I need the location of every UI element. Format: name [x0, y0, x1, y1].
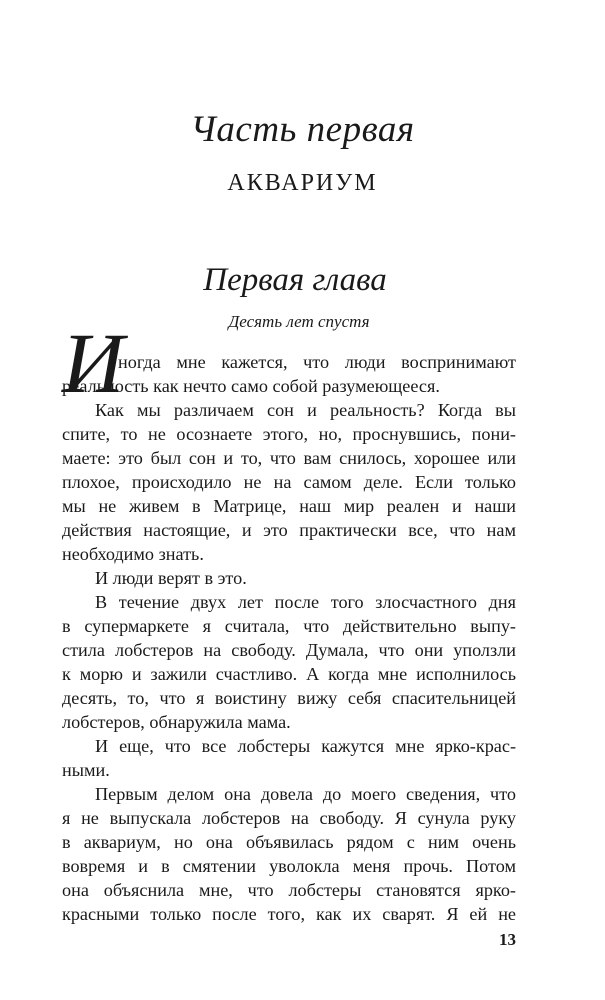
part-subtitle: АКВАРИУМ — [227, 170, 378, 196]
text-line: необходимо знать. — [62, 544, 204, 564]
drop-cap: И — [62, 315, 125, 411]
text-line: в аквариум, но она объявилась рядом с ним очень — [62, 832, 516, 852]
page-number: 13 — [499, 930, 516, 949]
text-line: в супермаркете я считала, что действительно выпу- — [62, 616, 516, 636]
text-line: спите, то не осознаете этого, но, проснувшись, пони- — [62, 424, 516, 444]
text-line: мы не живем в Матрице, наш мир реален и наши — [62, 496, 516, 516]
part-title: Часть первая — [190, 109, 415, 150]
chapter-title: Первая глава — [203, 262, 387, 298]
text-line: к морю и зажили счастливо. А когда мне исполнилось — [62, 664, 516, 684]
text-line: десять, то, что я воистину вижу себя спасительницей — [62, 688, 516, 708]
text-line: действия настоящие, и это практически все, что нам — [62, 520, 516, 540]
text-line: ными. — [62, 760, 110, 780]
text-line: реальность как нечто само собой разумеющееся. — [62, 376, 440, 396]
text-line: маете: это был сон и то, что вам снилось, хорошее или — [62, 448, 516, 468]
chapter-subtitle: Десять лет спустя — [228, 312, 370, 331]
text-line: И люди верят в это. — [95, 568, 247, 588]
text-line: лобстеров, обнаружила мама. — [62, 712, 291, 732]
text-line: плохое, происходило не на самом деле. Если только — [62, 472, 516, 492]
text-line: она объяснила мне, что лобстеры становятся ярко- — [62, 880, 516, 900]
text-line: Как мы различаем сон и реальность? Когда вы — [95, 400, 516, 420]
text-line: красными только после того, как их сварят. Я ей не — [62, 904, 516, 924]
text-line: Первым делом она довела до моего сведения, что — [95, 784, 516, 804]
text-line: В течение двух лет после того злосчастного дня — [95, 592, 516, 612]
text-line: стила лобстеров на свободу. Думала, что они уползли — [62, 640, 516, 660]
text-line: вовремя и в смятении уволокла меня прочь. Потом — [62, 856, 516, 876]
text-line: я не выпускала лобстеров на свободу. Я сунула руку — [62, 808, 516, 828]
text-line: И еще, что все лобстеры кажутся мне ярко-крас- — [95, 736, 516, 756]
text-line: ногда мне кажется, что люди воспринимают — [118, 352, 516, 372]
